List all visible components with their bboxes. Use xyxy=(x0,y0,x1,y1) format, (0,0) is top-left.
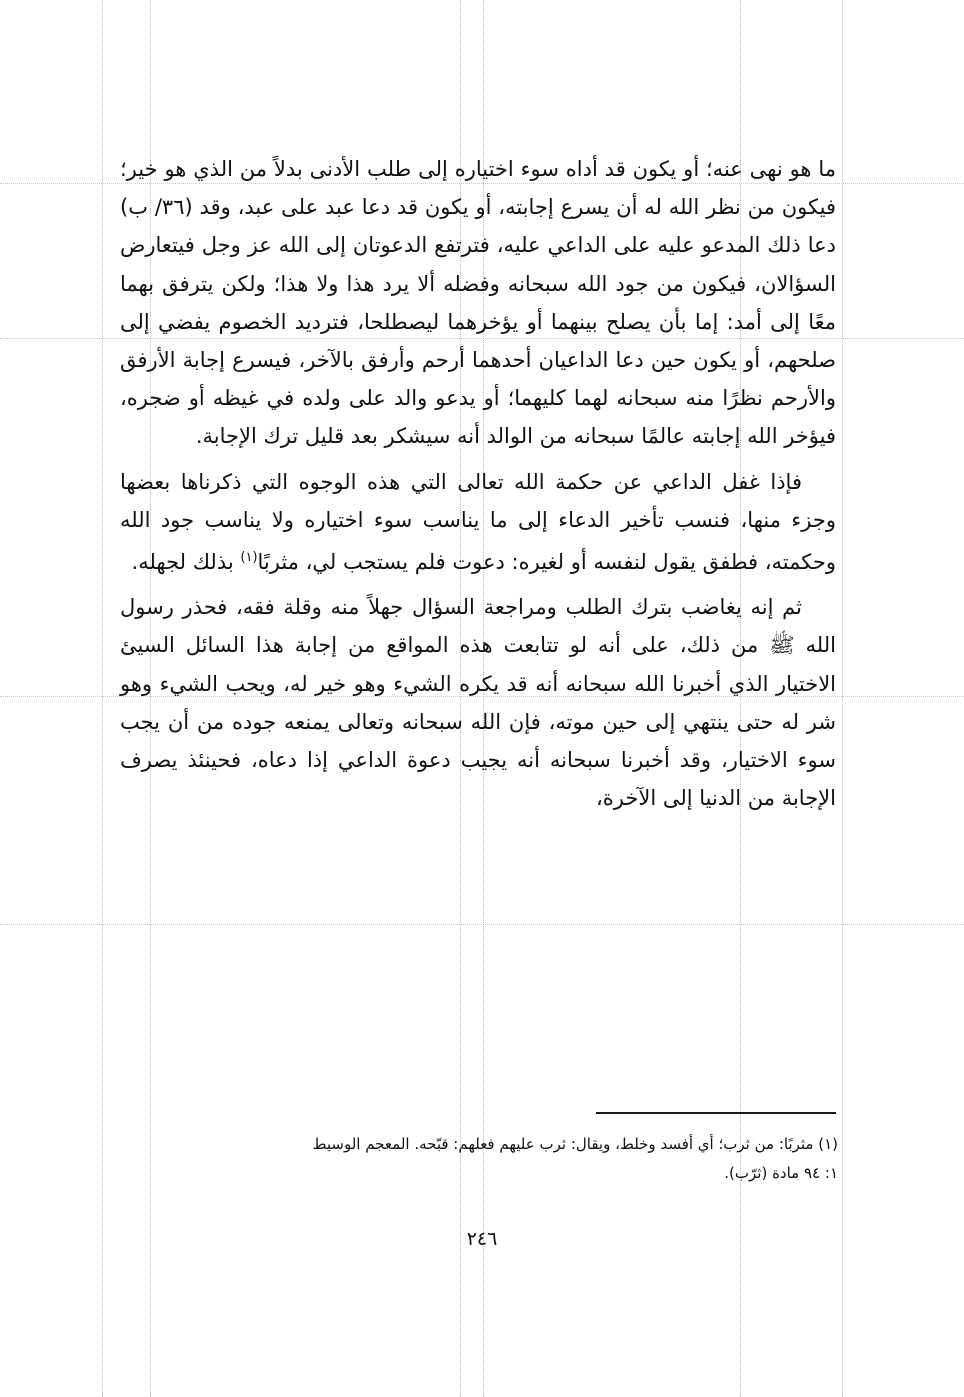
paragraph-1: ما هو نهى عنه؛ أو يكون قد أداه سوء اختياره إلى طلب الأدنى بدلاً من الذي هو خير؛ فيكون من نظر الله له أن يسرع إجابته، أو يكون قد دعا عبد على عبد، وقد (٣٦/ ب) دعا ذلك المدعو عليه على الداعي عليه، فترتفع الدعوتان إلى الله عز وجل فيتعارض السؤالان، فيكون من جود الله سبحانه وفضله ألا يرد هذا ولا هذا؛ ولكن يترفق بهما معًا إلى أمد: إما بأن يصلح بينهما أو يؤخرهما ليصطلحا، فترديد الخصوم يفضي إلى صلحهم، أو يكون حين دعا الداعيان أحدهما أرحم وأرفق بالآخر، فيسرع إجابة الأرفق والأرحم نظرًا منه سبحانه لهما كليهما؛ أو يدعو والد على ولده في غيظه أو ضجره، فيؤخر الله إجابته عالمًا سبحانه من الوالد أنه سيشكر بعد قليل ترك الإجابة. xyxy=(120,157,836,449)
paragraph-3: ثم إنه يغاضب بترك الطلب ومراجعة السؤال جهلاً منه وقلة فقه، فحذر رسول الله ﷺ من ذلك، على أنه لو تتابعت هذه المواقع من إجابة هذا السائل السيئ الاختيار الذي أخبرنا الله سبحانه أنه قد يكره الشيء وهو خير له، ويحب الشيء وهو شر له حتى ينتهي إلى حين موته، فإن الله سبحانه وتعالى يمنعه جوده من أن يجب سوء الاختيار، وقد أخبرنا سبحانه أنه يجيب دعوة الداعي إذا دعاه، فحينئذ يصرف الإجابة من الدنيا إلى الآخرة، xyxy=(120,595,836,811)
footnote-line-2: ١: ٩٤ مادة (ثرّب). xyxy=(724,1164,838,1182)
body-text xyxy=(120,150,836,817)
footnote-separator xyxy=(596,1112,836,1114)
page-number: ٢٤٦ xyxy=(466,1228,498,1250)
footnote-marker: (١) xyxy=(240,550,258,566)
scan-guide-line xyxy=(842,0,843,1397)
paragraph-2 xyxy=(120,463,836,582)
scan-guide-line xyxy=(102,0,103,1397)
scan-guide-line xyxy=(0,924,964,925)
footnote xyxy=(120,1130,838,1188)
paragraph-2-text-before-note: فإذا غفل الداعي عن حكمة الله تعالى التي هذه الوجوه التي ذكرناها بعضها وجزء منها، فنسب تأخير الدعاء إلى ما يناسب سوء اختياره ولا يناسب جود الله وحكمته، فطفق يقول لنفسه أو لغيره: دعوت فلم يستجب لي، مثربًا xyxy=(120,469,836,575)
footnote-line-1: (١) مثربًا: من ثرب؛ أي أفسد وخلط، ويقال: ثرب عليهم فعلهم: قبّحه. المعجم الوسيط xyxy=(312,1135,838,1153)
paragraph-2-text-after-note: بذلك لجهله. xyxy=(131,550,241,575)
